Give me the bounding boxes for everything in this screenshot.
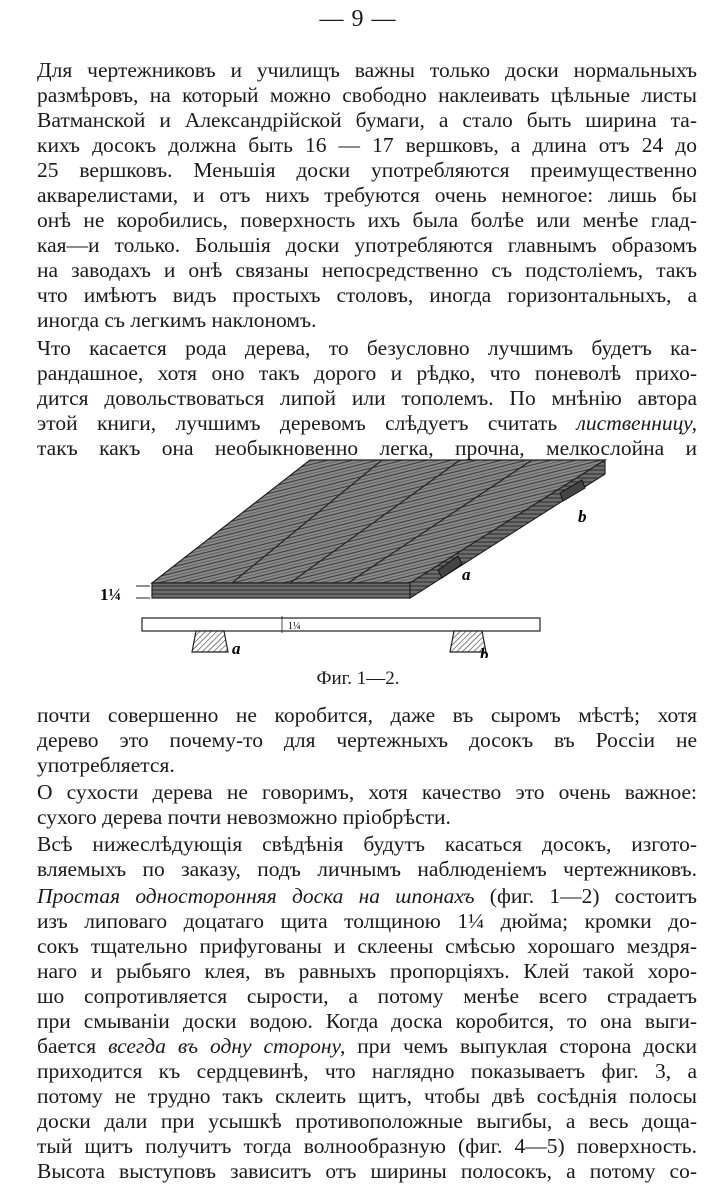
- text-line: [37, 884, 697, 909]
- text-line: Что касается рода дерева, то безусловно лучшимъ будетъ ка-: [37, 336, 697, 360]
- label-a-bottom: a: [232, 639, 241, 658]
- text-line: акварелистами, и отъ нихъ требуются очень немногое: лишь бы: [37, 183, 697, 207]
- text-line: сокъ тщательно прифугованы и склеены смѣсью хорошаго мездря-: [37, 934, 697, 958]
- label-thickness-small: 1¼: [288, 621, 301, 632]
- text-span: этой книги, лучшимъ деревомъ слѣдуетъ считать: [37, 411, 577, 435]
- text-line: Ватманской и Александрійской бумаги, а стало быть ширина та-: [37, 108, 697, 132]
- italic-term: всегда въ одну сторону,: [108, 1034, 346, 1058]
- paragraph-2: [37, 336, 697, 461]
- text-line: [37, 411, 697, 436]
- text-line: Всѣ нижеслѣдующія свѣдѣнія будутъ касаться досокъ, изгото-: [37, 832, 697, 856]
- label-thickness: 1¼: [100, 585, 122, 604]
- text-line: на заводахъ и онѣ связаны непосредственно съ подстолiемъ, такъ: [37, 258, 697, 282]
- label-a-top: a: [462, 565, 471, 584]
- text-line: 25 вершковъ. Меньшія доски употребляются преимущественно: [37, 158, 697, 182]
- text-line: что имѣютъ видъ простыхъ столовъ, иногда горизонтальныхъ, а: [37, 283, 697, 307]
- board-cross-section: [142, 618, 540, 631]
- italic-term: Простая односторонняя доска на шпонахъ: [37, 884, 475, 908]
- text-line: дерево это почему-то для чертежныхъ досокъ въ Россіи не: [37, 728, 697, 752]
- paragraph-1: [37, 58, 697, 333]
- text-line: [37, 1034, 697, 1059]
- section-batten-a: [192, 631, 228, 652]
- text-line: онѣ не коробились, поверхность ихъ была болѣе или менѣе глад-: [37, 208, 697, 232]
- page-number: — 9 —: [319, 6, 397, 32]
- text-line: дится довольствоваться липой или тополемъ. По мнѣнію автора: [37, 386, 697, 410]
- figure-caption: Фиг. 1—2.: [316, 668, 400, 689]
- text-span: при чемъ выпуклая сторона доски: [345, 1034, 697, 1058]
- text-line: приходится къ сердцевинѣ, что наглядно показываетъ фиг. 3, а: [37, 1059, 697, 1083]
- text-line: доски дали при усышкѣ противоположные выгибы, а весь доща-: [37, 1109, 697, 1133]
- italic-term: лиственницу,: [576, 411, 697, 435]
- paragraph-3: [37, 780, 697, 830]
- text-line: кихъ досокъ должна быть 16 — 17 вершковъ, а длина отъ 24 до: [37, 133, 697, 157]
- text-line: О сухости дерева не говоримъ, хотя качество это очень важное:: [37, 780, 697, 804]
- label-b-top: b: [578, 507, 587, 526]
- text-line: шо сопротивляется сырости, а потому менѣе всего страдаетъ: [37, 984, 697, 1008]
- text-line: при смываніи доски водою. Когда доска коробится, то она выги-: [37, 1009, 697, 1033]
- label-b-bottom: b: [480, 645, 489, 658]
- text-line: потому не трудно такъ склеить щитъ, чтобы двѣ сосѣднія полосы: [37, 1084, 697, 1108]
- text-block-top: [37, 58, 697, 461]
- text-line: почти совершенно не коробится, даже въ сыромъ мѣстѣ; хотя: [37, 703, 697, 727]
- text-line: размѣровъ, на который можно свободно наклеивать цѣльные листы: [37, 83, 697, 107]
- text-line: наго и рыбьяго клея, въ равныхъ пропорціяхъ. Клей такой хоро-: [37, 959, 697, 983]
- figure-board-illustration: [100, 448, 620, 658]
- text-line: такъ какъ она необыкновенно легка, прочна, мелкослойна и: [37, 436, 697, 460]
- paragraph-5: [37, 884, 697, 1184]
- board-drawing: [100, 448, 620, 658]
- text-line: употребляется.: [37, 753, 175, 777]
- paragraph-4: [37, 832, 697, 882]
- text-block-bottom: [37, 703, 697, 1184]
- paragraph-2-continued: [37, 703, 697, 778]
- board-front-edge: [152, 583, 410, 598]
- text-line: Для чертежниковъ и училищъ важны только доски нормальныхъ: [37, 58, 697, 82]
- text-line: иногда съ легкимъ наклономъ.: [37, 308, 317, 332]
- text-line: тый щитъ получитъ тогда волнообразную (фиг. 4—5) поверхность.: [37, 1134, 697, 1158]
- text-line: сухого дерева почти невозможно пріобрѣсти.: [37, 805, 451, 829]
- text-line: изъ липоваго доцатаго щита толщиною 1¼ дюйма; кромки до-: [37, 909, 697, 933]
- board-top-face: [152, 460, 605, 583]
- text-line: Высота выступовъ зависитъ отъ ширины полосокъ, а потому со-: [37, 1159, 697, 1183]
- text-span: (фиг. 1—2) состоитъ: [474, 884, 698, 908]
- text-line: кая—и только. Большія доски употребляются главнымъ образомъ: [37, 233, 697, 257]
- text-line: вляемыхъ по заказу, подъ личнымъ наблюденіемъ чертежниковъ.: [37, 857, 697, 881]
- text-line: рандашное, хотя оно такъ дорого и рѣдко, что поневолѣ прихо-: [37, 361, 697, 385]
- text-span: бается: [37, 1034, 109, 1058]
